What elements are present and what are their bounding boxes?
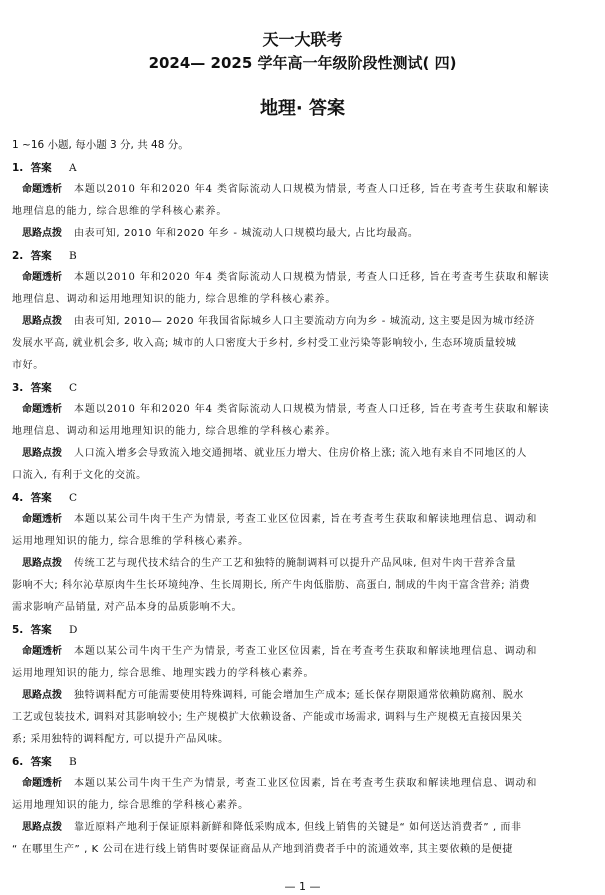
hint-paragraph bbox=[12, 311, 595, 377]
analysis-label: 命题透析 bbox=[22, 514, 62, 525]
section-intro: 1 ~16 小题, 每小题 3 分, 共 48 分。 bbox=[12, 139, 189, 151]
analysis-label: 命题透析 bbox=[22, 404, 62, 415]
analysis-text: 本题以某公司牛肉干生产为情景, 考查工业区位因素, 旨在考查考生获取和解读地理信息、调动和 bbox=[74, 778, 538, 789]
hint-text: 独特调料配方可能需要使用特殊调料, 可能会增加生产成本; 延长保存期限通常依赖防腐剂、脱水 bbox=[74, 690, 524, 701]
answer-choice: C bbox=[68, 382, 78, 394]
answer-choice: A bbox=[68, 162, 77, 174]
analysis-paragraph bbox=[12, 773, 595, 817]
question-item bbox=[12, 751, 595, 861]
answer-choice: B bbox=[68, 250, 77, 262]
hint-paragraph bbox=[12, 817, 595, 861]
analysis-text-continued: 地理信息、调动和运用地理知识的能力, 综合思维的学科核心素养。 bbox=[12, 294, 337, 305]
question-number: 1. bbox=[12, 162, 24, 174]
answer-label: 答案 bbox=[30, 492, 52, 504]
subject-answer-title: 地理· 答案 bbox=[259, 98, 346, 119]
hint-paragraph bbox=[12, 223, 595, 245]
hint-text: 由表可知, 2010— 2020 年我国省际城乡人口主要流动方向为乡 - 城流动, 这主要是因为城市经济 bbox=[74, 316, 536, 327]
hint-text-continued: “ 在哪里生产” , K 公司在进行线上销售时要保证商品从产地到消费者手中的流通效率, 其主要依赖的是便捷 bbox=[12, 844, 513, 855]
answer-choice: D bbox=[68, 624, 78, 636]
analysis-text: 本题以2010 年和2020 年4 类省际流动人口规模为情景, 考查人口迁移, 旨在考查考生获取和解读 bbox=[74, 272, 550, 283]
hint-text-continued: 发展水平高, 就业机会多, 收入高; 城市的人口密度大于乡村, 乡村受工业污染等影响较小, 生态环境质量较城 bbox=[12, 338, 517, 349]
hint-text-continued: 需求影响产品销量, 对产品本身的品质影响不大。 bbox=[12, 602, 243, 613]
hint-text: 靠近原料产地利于保证原料新鲜和降低采购成本, 但线上销售的关键是“ 如何送达消费者” , 而非 bbox=[74, 822, 522, 833]
question-number: 5. bbox=[12, 624, 24, 636]
question-number: 4. bbox=[12, 492, 24, 504]
answer-list bbox=[12, 157, 595, 861]
analysis-text: 本题以某公司牛肉干生产为情景, 考查工业区位因素, 旨在考查考生获取和解读地理信息、调动和 bbox=[74, 646, 538, 657]
hint-paragraph bbox=[12, 553, 595, 619]
analysis-label: 命题透析 bbox=[22, 778, 62, 789]
question-header bbox=[12, 245, 595, 267]
analysis-label: 命题透析 bbox=[22, 272, 62, 283]
answer-label: 答案 bbox=[30, 250, 52, 262]
answer-label: 答案 bbox=[30, 624, 52, 636]
hint-paragraph bbox=[12, 443, 595, 487]
analysis-text: 本题以2010 年和2020 年4 类省际流动人口规模为情景, 考查人口迁移, 旨在考查考生获取和解读 bbox=[74, 404, 550, 415]
analysis-paragraph bbox=[12, 509, 595, 553]
hint-text-continued: 系; 采用独特的调料配方, 可以提升产品风味。 bbox=[12, 734, 229, 745]
hint-text-continued: 工艺或包装技术, 调料对其影响较小; 生产规模扩大依赖设备、产能或市场需求, 调料与生产规模无直接因果关 bbox=[12, 712, 523, 723]
answer-label: 答案 bbox=[30, 382, 52, 394]
hint-label: 思路点拨 bbox=[22, 558, 62, 569]
hint-label: 思路点拨 bbox=[22, 690, 62, 701]
question-number: 6. bbox=[12, 756, 24, 768]
question-item bbox=[12, 157, 595, 245]
analysis-text-continued: 运用地理知识的能力, 综合思维、地理实践力的学科核心素养。 bbox=[12, 668, 315, 679]
page-number: — 1 — bbox=[284, 880, 321, 893]
question-item bbox=[12, 619, 595, 751]
hint-label: 思路点拨 bbox=[22, 316, 62, 327]
analysis-label: 命题透析 bbox=[22, 184, 62, 195]
analysis-paragraph bbox=[12, 641, 595, 685]
answer-label: 答案 bbox=[30, 756, 52, 768]
hint-paragraph bbox=[12, 685, 595, 751]
analysis-text-continued: 运用地理知识的能力, 综合思维的学科核心素养。 bbox=[12, 800, 250, 811]
question-header bbox=[12, 751, 595, 773]
analysis-label: 命题透析 bbox=[22, 646, 62, 657]
hint-text-continued: 口流入, 有利于文化的交流。 bbox=[12, 470, 147, 481]
analysis-text-continued: 运用地理知识的能力, 综合思维的学科核心素养。 bbox=[12, 536, 250, 547]
answer-choice: C bbox=[68, 492, 78, 504]
analysis-paragraph bbox=[12, 179, 595, 223]
hint-label: 思路点拨 bbox=[22, 822, 62, 833]
question-number: 3. bbox=[12, 382, 24, 394]
question-item bbox=[12, 245, 595, 377]
hint-text-continued: 影响不大; 科尔沁草原肉牛生长环境纯净、生长周期长, 所产牛肉低脂肪、高蛋白, 制成的牛肉干富含营养; 消费 bbox=[12, 580, 531, 591]
question-header bbox=[12, 377, 595, 399]
hint-text: 传统工艺与现代技术结合的生产工艺和独特的腌制调料可以提升产品风味, 但对牛肉干营养含量 bbox=[74, 558, 517, 569]
question-header bbox=[12, 157, 595, 179]
hint-text: 由表可知, 2010 年和2020 年乡 - 城流动人口规模均最大, 占比均最高。 bbox=[74, 228, 419, 239]
analysis-text-continued: 地理信息的能力, 综合思维的学科核心素养。 bbox=[12, 206, 228, 217]
answer-label: 答案 bbox=[30, 162, 52, 174]
hint-text-continued: 市好。 bbox=[12, 360, 44, 371]
question-header bbox=[12, 487, 595, 509]
question-header bbox=[12, 619, 595, 641]
analysis-text: 本题以2010 年和2020 年4 类省际流动人口规模为情景, 考查人口迁移, 旨在考查考生获取和解读 bbox=[74, 184, 550, 195]
analysis-text: 本题以某公司牛肉干生产为情景, 考查工业区位因素, 旨在考查考生获取和解读地理信息、调动和 bbox=[74, 514, 538, 525]
exam-subtitle: 2024— 2025 学年高一年级阶段性测试( 四) bbox=[148, 54, 457, 72]
question-item bbox=[12, 377, 595, 487]
exam-series-title: 天一大联考 bbox=[262, 30, 343, 49]
question-number: 2. bbox=[12, 250, 24, 262]
answer-choice: B bbox=[68, 756, 77, 768]
hint-text: 人口流入增多会导致流入地交通拥堵、就业压力增大、住房价格上涨; 流入地有来自不同地区的人 bbox=[74, 448, 527, 459]
hint-label: 思路点拨 bbox=[22, 228, 62, 239]
hint-label: 思路点拨 bbox=[22, 448, 62, 459]
analysis-paragraph bbox=[12, 399, 595, 443]
analysis-paragraph bbox=[12, 267, 595, 311]
analysis-text-continued: 地理信息、调动和运用地理知识的能力, 综合思维的学科核心素养。 bbox=[12, 426, 337, 437]
question-item bbox=[12, 487, 595, 619]
